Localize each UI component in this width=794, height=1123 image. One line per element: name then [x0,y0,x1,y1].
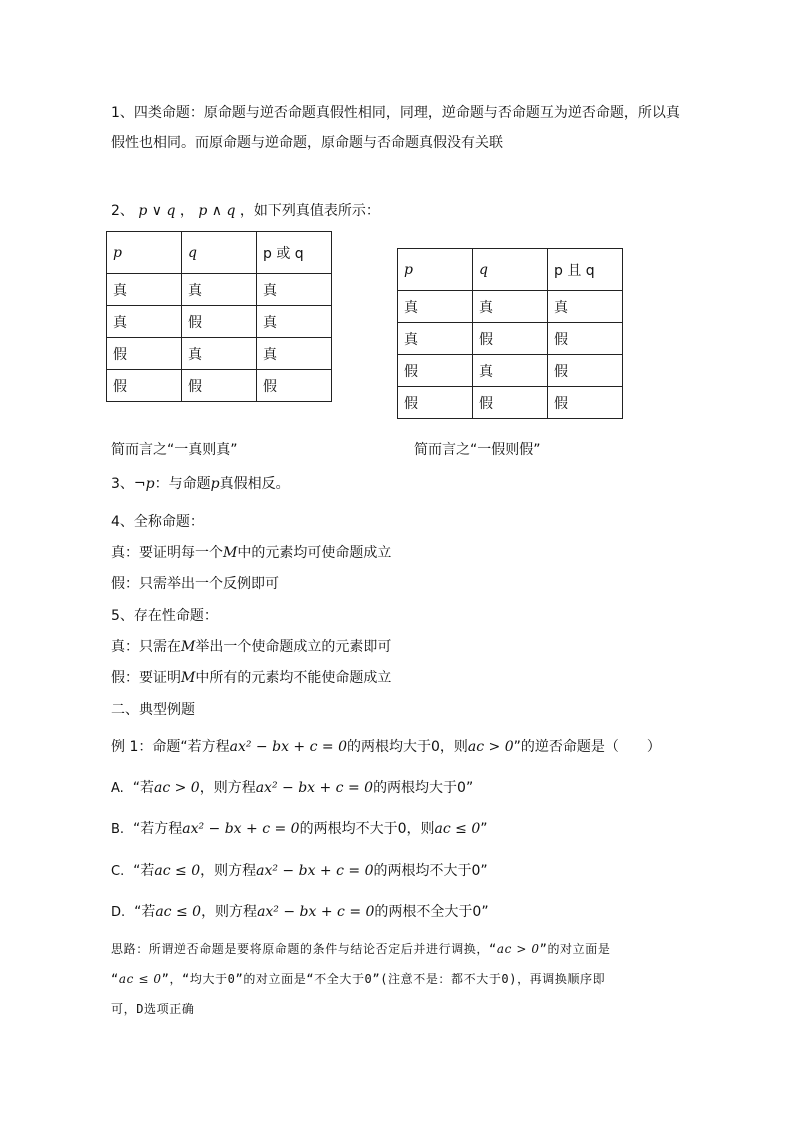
hint-line-1: 思路：所谓逆否命题是要将原命题的条件与结论否定后并进行调换，“ac > 0”的对立面是 [111,942,611,956]
not-p-expression: ¬p [133,476,155,492]
table-row [107,306,332,338]
p2-separator: ， [179,203,194,219]
p3-prefix: 3、 [111,476,134,492]
table-row [107,370,332,402]
header-cell: q [182,232,257,274]
equation: ax² − bx + c = 0 [229,739,347,755]
table-row [398,387,623,419]
paragraph-4-true: 真：要证明每一个M中的元素均可使命题成立 [111,545,392,561]
table-cell: 假 [548,355,623,387]
header-cell: q [473,249,548,291]
p2-suffix: ，如下列真值表所示： [239,203,380,219]
table-cell: 真 [182,274,257,306]
table-cell: 真 [257,306,332,338]
paragraph-4-title: 4、全称命题： [111,514,204,530]
header-cell: p [398,249,473,291]
truth-table-and [397,248,623,419]
table-cell: 真 [257,338,332,370]
table-row [398,323,623,355]
p3-text: ：与命题 [154,476,211,492]
table-row [398,355,623,387]
paragraph-5-false: 假：要证明M中所有的元素均不能使命题成立 [111,670,392,686]
table-cell: 假 [107,338,182,370]
paragraph-1-line-1: 1、四类命题：原命题与逆否命题真假性相同，同理，逆命题与否命题互为逆否命题，所以真 [111,105,680,121]
truth-table-and-header [398,249,623,291]
table-row [107,338,332,370]
p2-prefix: 2、 [111,203,134,219]
table-cell: 真 [398,323,473,355]
p3-variable: p [210,476,220,492]
table-cell: 假 [473,387,548,419]
p-and-q-expression: p ∧ q [198,203,236,219]
truth-table-or-header [107,232,332,274]
paragraph-3 [111,474,290,494]
header-cell: p 或 q [257,232,332,274]
table-cell: 假 [107,370,182,402]
p-or-q-expression: p ∨ q [138,203,176,219]
table-cell: 真 [107,306,182,338]
table-row [398,291,623,323]
table-cell: 假 [473,323,548,355]
table-cell: 真 [107,274,182,306]
table-cell: 真 [548,291,623,323]
table-cell: 假 [257,370,332,402]
paragraph-2 [111,201,380,221]
table-cell: 真 [182,338,257,370]
header-cell: p 且 q [548,249,623,291]
option-a: A. “若ac > 0，则方程ax² − bx + c = 0的两根均大于0” [111,780,474,796]
table-cell: 假 [182,306,257,338]
truth-table-or [106,231,332,402]
table-cell: 假 [548,323,623,355]
header-cell: p [107,232,182,274]
condition: ac > 0 [467,739,514,755]
table-cell: 假 [548,387,623,419]
paragraph-5-title: 5、存在性命题： [111,608,218,624]
paragraph-5-true: 真：只需在M举出一个使命题成立的元素即可 [111,639,392,655]
table-cell: 假 [398,355,473,387]
paragraph-4-false: 假：只需举出一个反例即可 [111,576,279,592]
option-d: D. “若ac ≤ 0，则方程ax² − bx + c = 0的两根不全大于0” [111,904,489,920]
table-cell: 假 [182,370,257,402]
summary-or: 简而言之“一真则真” [111,442,238,458]
option-b: B. “若方程ax² − bx + c = 0的两根均不大于0，则ac ≤ 0” [111,821,488,837]
section-title: 二、典型例题 [111,702,195,718]
table-row [107,274,332,306]
hint-line-3: 可，D选项正确 [111,1002,195,1016]
table-cell: 真 [398,291,473,323]
paragraph-1-line-2: 假性也相同。而原命题与逆命题，原命题与否命题真假没有关联 [111,135,503,151]
option-c: C. “若ac ≤ 0，则方程ax² − bx + c = 0的两根均不大于0” [111,863,488,879]
example-question: 例 1：命题“若方程ax² − bx + c = 0的两根均大于0，则ac > 0”的逆否命题是（ ） [111,739,661,755]
p3-tail: 真假相反。 [219,476,290,492]
table-cell: 真 [257,274,332,306]
hint-line-2: “ac ≤ 0”，“均大于0”的对立面是“不全大于0”(注意不是：都不大于0)，再调换顺序即 [111,972,606,986]
summary-and: 简而言之“一假则假” [414,442,541,458]
table-cell: 假 [398,387,473,419]
table-cell: 真 [473,291,548,323]
table-cell: 真 [473,355,548,387]
